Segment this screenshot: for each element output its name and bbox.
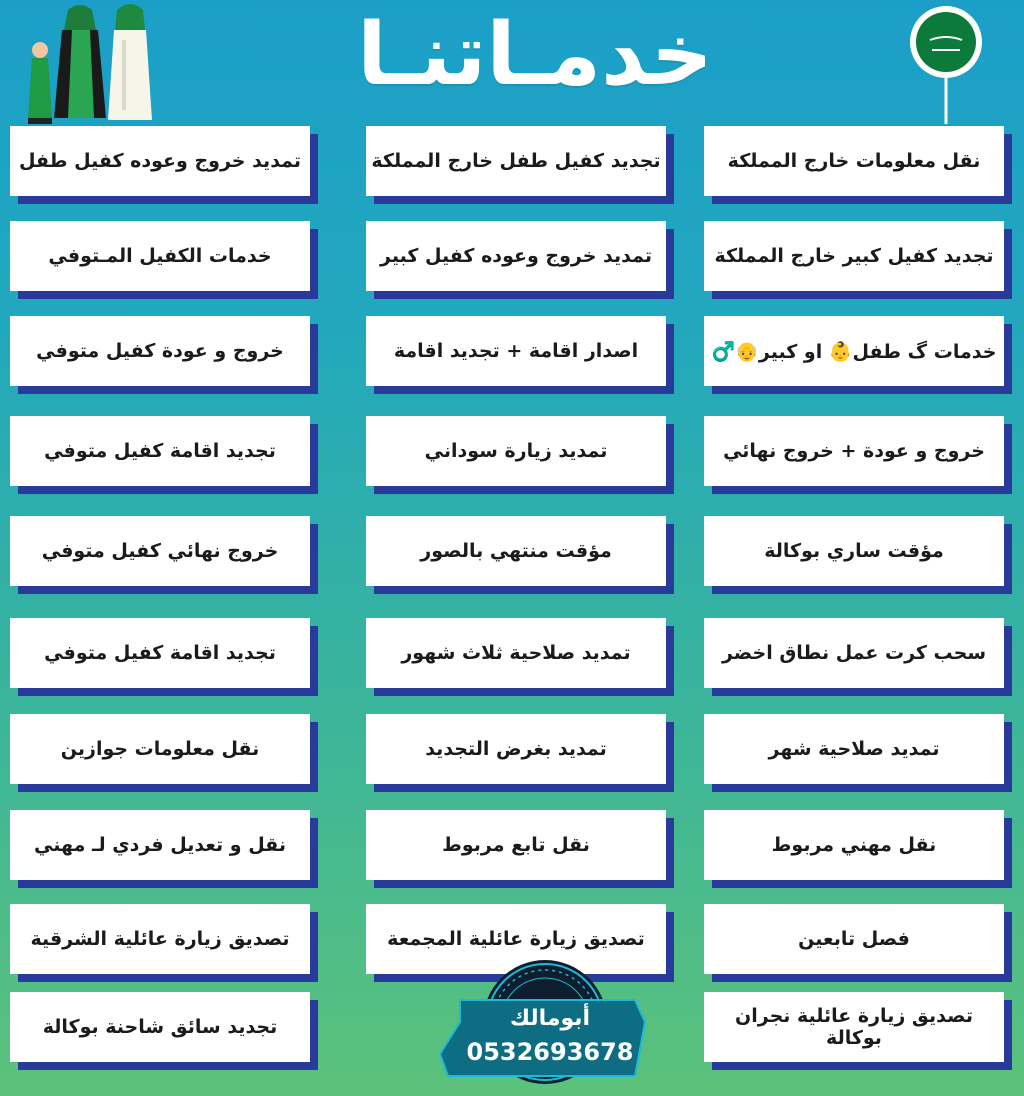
- service-card[interactable]: تجديد كفيل كبير خارج المملكة: [704, 221, 1004, 291]
- service-card[interactable]: تمديد صلاحية شهر: [704, 714, 1004, 784]
- service-card[interactable]: نقل مهني مربوط: [704, 810, 1004, 880]
- family-illustration: [18, 0, 158, 130]
- service-card[interactable]: مؤقت منتهي بالصور: [366, 516, 666, 586]
- service-card[interactable]: سحب كرت عمل نطاق اخضر: [704, 618, 1004, 688]
- service-card[interactable]: تمديد زيارة سوداني: [366, 416, 666, 486]
- service-card[interactable]: خدمات گ طفل👶 او كبير👴♂️: [704, 316, 1004, 386]
- page-title: خدمـاتنـا: [357, 5, 713, 105]
- service-card[interactable]: تمديد بغرض التجديد: [366, 714, 666, 784]
- service-card[interactable]: تمديد خروج وعوده كفيل طفل: [10, 126, 310, 196]
- service-card[interactable]: تصديق زيارة عائلية الشرقية: [10, 904, 310, 974]
- service-card[interactable]: خدمات الكفيل المـتوفي: [10, 221, 310, 291]
- service-card[interactable]: مؤقت ساري بوكالة: [704, 516, 1004, 586]
- service-card[interactable]: خروج نهائي كفيل متوفي: [10, 516, 310, 586]
- service-card[interactable]: تجديد سائق شاحنة بوكالة: [10, 992, 310, 1062]
- service-card[interactable]: تجديد كفيل طفل خارج المملكة: [366, 126, 666, 196]
- contact-phone[interactable]: 0532693678: [466, 1038, 634, 1066]
- service-card[interactable]: نقل معلومات خارج المملكة: [704, 126, 1004, 196]
- service-card[interactable]: خروج و عودة + خروج نهائي: [704, 416, 1004, 486]
- service-card[interactable]: تصديق زيارة عائلية المجمعة: [366, 904, 666, 974]
- contact-name: أبومالك: [509, 1006, 591, 1031]
- service-card[interactable]: خروج و عودة كفيل متوفي: [10, 316, 310, 386]
- service-card[interactable]: فصل تابعين: [704, 904, 1004, 974]
- service-card[interactable]: تصديق زيارة عائلية نجران بوكالة: [704, 992, 1004, 1062]
- service-card[interactable]: نقل تابع مربوط: [366, 810, 666, 880]
- service-card[interactable]: تجديد اقامة كفيل متوفي: [10, 416, 310, 486]
- service-card[interactable]: تجديد اقامة كفيل متوفي: [10, 618, 310, 688]
- service-card[interactable]: نقل معلومات جوازين: [10, 714, 310, 784]
- service-card[interactable]: تمديد خروج وعوده كفيل كبير: [366, 221, 666, 291]
- service-card[interactable]: اصدار اقامة + تجديد اقامة: [366, 316, 666, 386]
- service-card[interactable]: تمديد صلاحية ثلاث شهور: [366, 618, 666, 688]
- saudi-flag-pin-icon: [906, 4, 986, 124]
- services-grid: [10, 126, 1010, 1076]
- service-card[interactable]: نقل و تعديل فردي لـ مهني: [10, 810, 310, 880]
